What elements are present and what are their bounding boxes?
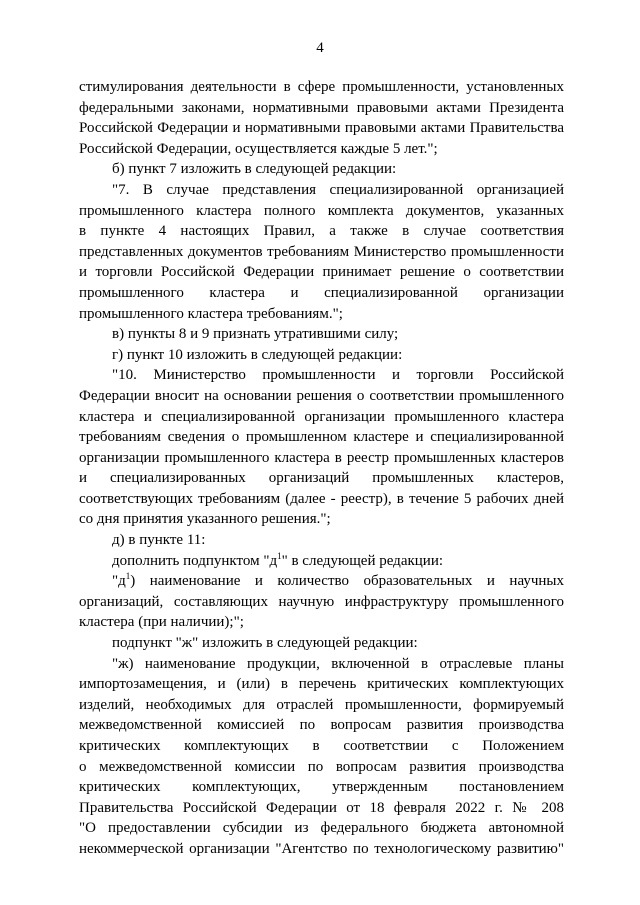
text-line-content: Российской Федерации и нормативными правовыми актами Правительства [79,120,564,137]
text-line [79,365,564,386]
text-line-content: "д [112,573,126,590]
text-line-content: подпункт "ж" изложить в следующей редакции: [112,635,418,652]
text-line-content: и специализированных организаций промышленных кластеров, [79,470,564,487]
text-line [79,674,564,695]
text-line-content: о межведомственной комиссии по вопросам развития производства [79,758,564,775]
text-line [79,633,564,654]
text-line [79,201,564,222]
text-line [79,839,564,860]
text-line-content: стимулирования деятельности в сфере промышленности, установленных [79,79,564,95]
text-line-content: Правительства Российской Федерации от 18 февраля 2022 г. № 208 [79,799,564,816]
text-line [79,551,564,572]
text-line-content: представленных документов требованиям Министерство промышленности [79,243,564,260]
text-line-content: г) пункт 10 изложить в следующей редакции: [112,346,403,363]
text-line-content: "О предоставлении субсидии из федерального бюджета автономной [79,820,564,837]
text-line-content: и торговли Российской Федерации принимает решение о соответствии [79,264,564,281]
text-line [79,262,564,283]
text-line [79,159,564,180]
document-body [79,77,564,860]
text-line [79,345,564,366]
text-line-content: изделий, необходимых для отраслей промышленности, формируемый [79,696,564,713]
text-line [79,221,564,242]
text-line-content: критических комплектующих в соответствии с Положением [79,738,564,754]
text-line [79,77,564,98]
text-line-content: Российской Федерации, осуществляется каждые 5 лет."; [79,140,438,157]
text-line [79,571,564,592]
text-line-content: кластера (при наличии);"; [79,614,244,631]
text-line-content: промышленного кластера полного комплекта документов, указанных [79,202,564,219]
text-line [79,695,564,716]
text-line [79,468,564,489]
text-line-content: в пункте 4 настоящих Правил, а также в случае соответствия [79,223,564,240]
text-line-content: импортозамещения, и (или) в перечень критических комплектующих [79,676,564,693]
text-line [79,818,564,839]
text-line-content: требованиям сведения о промышленном кластере и специализированной [79,429,564,446]
text-line [79,592,564,613]
text-line [79,118,564,139]
text-line [79,324,564,345]
text-line [79,283,564,304]
text-line-content: "ж) наименование продукции, включенной в отраслевые планы [112,655,564,672]
text-line-content: кластера и специализированной организации промышленного кластера [79,408,564,425]
text-line-content: в) пункты 8 и 9 признать утратившими силу; [112,326,399,343]
text-line-content: д) в пункте 11: [112,532,206,549]
text-line-content: организации промышленного кластера в реестр промышленных кластеров [79,449,564,466]
text-line [79,489,564,510]
text-line [79,407,564,428]
text-line [79,448,564,469]
text-line-content: б) пункт 7 изложить в следующей редакции: [112,161,397,178]
text-line [79,612,564,633]
text-line [79,715,564,736]
superscript: 1 [277,550,282,561]
text-line [79,736,564,757]
text-line-content: дополнить подпунктом "д [112,552,278,569]
text-line [79,654,564,675]
text-line-content: организаций, составляющих научную инфраструктуру промышленного [79,593,564,610]
text-line-content: федеральными законами, нормативными правовыми актами Президента [79,99,564,116]
text-line-content: критических комплектующих, утвержденным постановлением [79,779,564,796]
text-line [79,777,564,798]
text-line-content: "7. В случае представления специализированной организацией [112,181,564,198]
text-line-content: некоммерческой организации "Агентство по технологическому развитию" [79,840,564,857]
text-line [79,242,564,263]
text-line-content: Федерации вносит на основании решения о соответствии промышленного [79,387,564,404]
text-line [79,509,564,530]
superscript: 1 [125,571,131,582]
text-line-content: промышленного кластера и специализированной организации [79,284,564,301]
text-line-continuation: ) наименование и количество образовательных и научных [130,573,564,590]
page-number: 4 [316,40,324,56]
text-line-content: со дня принятия указанного решения."; [79,511,331,528]
text-line [79,427,564,448]
text-line [79,757,564,778]
text-line [79,98,564,119]
text-line [79,798,564,819]
text-line-content: "10. Министерство промышленности и торговли Российской [112,367,564,384]
text-line-continuation: " в следующей редакции: [281,552,444,569]
text-line [79,139,564,160]
text-line [79,304,564,325]
text-line [79,386,564,407]
text-line-content: промышленного кластера требованиям."; [79,305,343,322]
text-line-content: межведомственной комиссией по вопросам развития производства [79,717,564,734]
text-line [79,180,564,201]
text-line [79,530,564,551]
text-line-content: соответствующих требованиям (далее - реестр), в течение 5 рабочих дней [79,490,564,507]
